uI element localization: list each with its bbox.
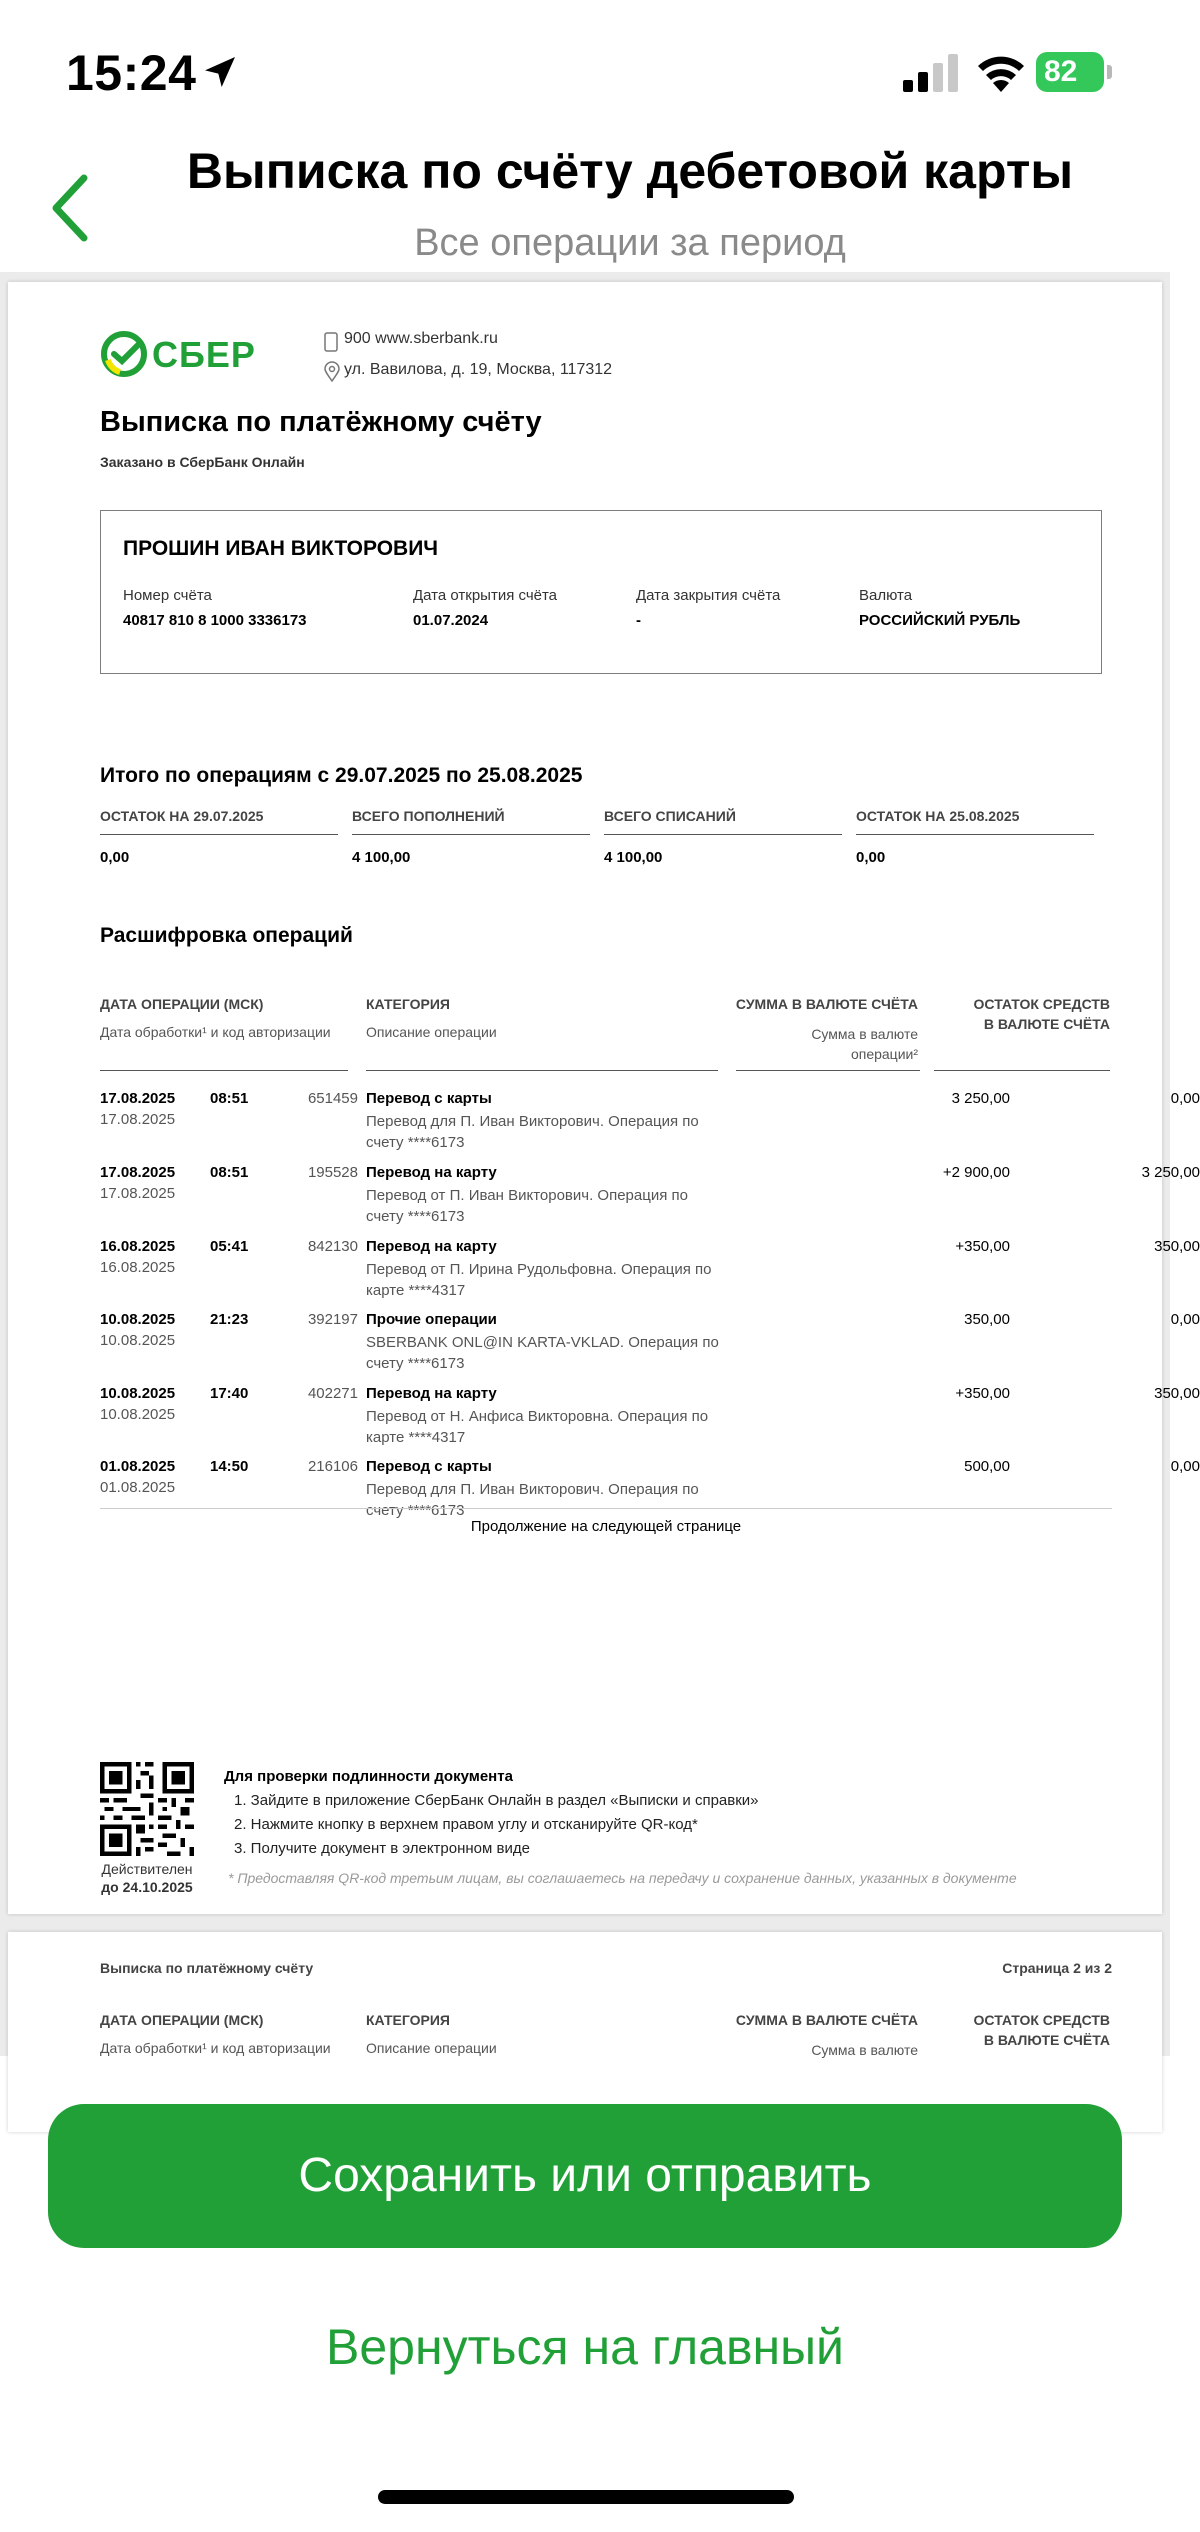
save-or-send-button[interactable]: Сохранить или отправить: [48, 2104, 1122, 2248]
bank-address: ул. Вавилова, д. 19, Москва, 117312: [344, 361, 613, 378]
verify-title: Для проверки подлинности документа: [224, 1768, 513, 1785]
account-close-date: Дата закрытия счёта -: [636, 587, 781, 629]
logo-text: СБЕР: [152, 334, 256, 375]
th-amount-sub-2: операции²: [850, 1046, 918, 1062]
verify-step: 3. Получите документ в электронном виде: [234, 1840, 530, 1857]
ordered-via: Заказано в СберБанк Онлайн: [100, 454, 305, 470]
th-balance-1: ОСТАТОК СРЕДСТВ: [973, 996, 1110, 1012]
account-open-date: Дата открытия счёта 01.07.2024: [413, 587, 558, 629]
th-category-sub: Описание операции: [366, 1024, 497, 1040]
th-amount: СУММА В ВАЛЮТЕ СЧЁТА: [735, 996, 918, 1012]
breakdown-title: Расшифровка операций: [100, 924, 353, 947]
table-row: 16.08.2025 16.08.2025 05:41 842130 Перевод на карту Перевод от П. Ирина Рудольфовна. Операция по карте ****4317 +350,00 350,00: [100, 1238, 1200, 1299]
table-row: 17.08.2025 17.08.2025 08:51 195528 Перевод на карту Перевод от П. Иван Викторович. Операция по счету ****6173 +2 900,00 3 250,00: [100, 1164, 1200, 1225]
summary-total-expense: ВСЕГО СПИСАНИЙ 4 100,00: [604, 808, 842, 866]
table-row: 01.08.2025 01.08.2025 14:50 216106 Перевод с карты Перевод для П. Иван Викторович. Операция по счету ****6173 500,00 0,00: [100, 1458, 1200, 1519]
summary-total-income: ВСЕГО ПОПОЛНЕНИЙ 4 100,00: [352, 808, 590, 866]
client-info-box: [100, 510, 1102, 674]
statement-title: Выписка по платёжному счёту: [100, 406, 542, 438]
map-pin-icon: [324, 362, 340, 382]
status-time: 15:24: [66, 45, 197, 101]
sber-logo: [100, 330, 280, 378]
verify-step: 1. Зайдите в приложение СберБанк Онлайн в раздел «Выписки и справки»: [234, 1792, 759, 1809]
th-date-sub: Дата обработки¹ и код авторизации: [100, 1024, 331, 1040]
th-category: КАТЕГОРИЯ: [366, 2012, 450, 2028]
th-date-sub: Дата обработки¹ и код авторизации: [100, 2040, 331, 2056]
page-title: Выписка по счёту дебетовой карты: [186, 143, 1074, 199]
table-row: 10.08.2025 10.08.2025 17:40 402271 Перевод на карту Перевод от Н. Анфиса Викторовна. Операция по карте ****4317 +350,00 350,00: [100, 1385, 1200, 1446]
table-row: 17.08.2025 17.08.2025 08:51 651459 Перевод с карты Перевод для П. Иван Викторович. Операция по счету ****6173 3 250,00 0,00: [100, 1090, 1200, 1151]
table-row: 10.08.2025 10.08.2025 21:23 392197 Прочие операции SBERBANK ONL@IN KARTA-VKLAD. Операция по счету ****6173 350,00 0,00: [100, 1311, 1200, 1372]
signal-icon: [903, 54, 961, 92]
th-category-sub: Описание операции: [366, 2040, 497, 2056]
verify-note: * Предоставляя QR-код третьим лицам, вы соглашаетесь на передачу и сохранение данных, указанных в документе: [228, 1870, 1017, 1886]
th-amount: СУММА В ВАЛЮТЕ СЧЁТА: [735, 2012, 918, 2028]
th-date: ДАТА ОПЕРАЦИИ (МСК): [100, 996, 264, 1012]
bank-contact-phone: 900 www.sberbank.ru: [344, 330, 498, 347]
statement-page-1: [8, 282, 1200, 1914]
back-chevron-icon[interactable]: [40, 168, 100, 248]
th-balance-2: В ВАЛЮТЕ СЧЁТА: [983, 1016, 1110, 1032]
th-amount-sub-1: Сумма в валюте: [811, 2042, 918, 2058]
summary-opening-balance: ОСТАТОК НА 29.07.2025 0,00: [100, 808, 338, 866]
th-date: ДАТА ОПЕРАЦИИ (МСК): [100, 2012, 264, 2028]
summary-closing-balance: ОСТАТОК НА 25.08.2025 0,00: [856, 808, 1094, 866]
qr-validity: Действителен до 24.10.2025: [101, 1861, 193, 1895]
statement-page-2: [8, 1932, 1162, 2132]
qr-code-icon: [100, 1762, 194, 1856]
home-indicator[interactable]: [378, 2490, 794, 2504]
page2-title: Выписка по платёжному счёту: [100, 1960, 314, 1976]
account-number: Номер счёта 40817 810 8 1000 3336173: [123, 587, 307, 629]
back-to-home-link[interactable]: Вернуться на главный: [326, 2319, 844, 2375]
verify-step: 2. Нажмите кнопку в верхнем правом углу и отсканируйте QR-код*: [234, 1816, 698, 1833]
location-arrow-icon: [200, 52, 240, 92]
th-balance-1: ОСТАТОК СРЕДСТВ: [973, 2012, 1110, 2028]
client-name: ПРОШИН ИВАН ВИКТОРОВИЧ: [123, 537, 439, 560]
battery-icon: [1036, 52, 1112, 92]
document-viewer[interactable]: [0, 272, 1200, 2058]
summary-title: Итого по операциям с 29.07.2025 по 25.08.2025: [100, 764, 583, 787]
th-amount-sub-1: Сумма в валюте: [811, 1026, 918, 1042]
th-category: КАТЕГОРИЯ: [366, 996, 450, 1012]
table-divider: [100, 1508, 1112, 1509]
continued-note: Продолжение на следующей странице: [470, 1518, 742, 1535]
page-subtitle: Все операции за период: [414, 222, 846, 264]
battery-level: 82: [1044, 55, 1078, 88]
account-currency: Валюта РОССИЙСКИЙ РУБЛЬ: [859, 587, 1021, 629]
phone-icon: [324, 332, 338, 352]
wifi-icon: [975, 50, 1027, 92]
sber-logo-icon: [100, 330, 148, 378]
page-number: Страница 2 из 2: [1002, 1960, 1112, 1976]
status-bar: [0, 0, 1170, 150]
th-balance-2: В ВАЛЮТЕ СЧЁТА: [983, 2032, 1110, 2048]
